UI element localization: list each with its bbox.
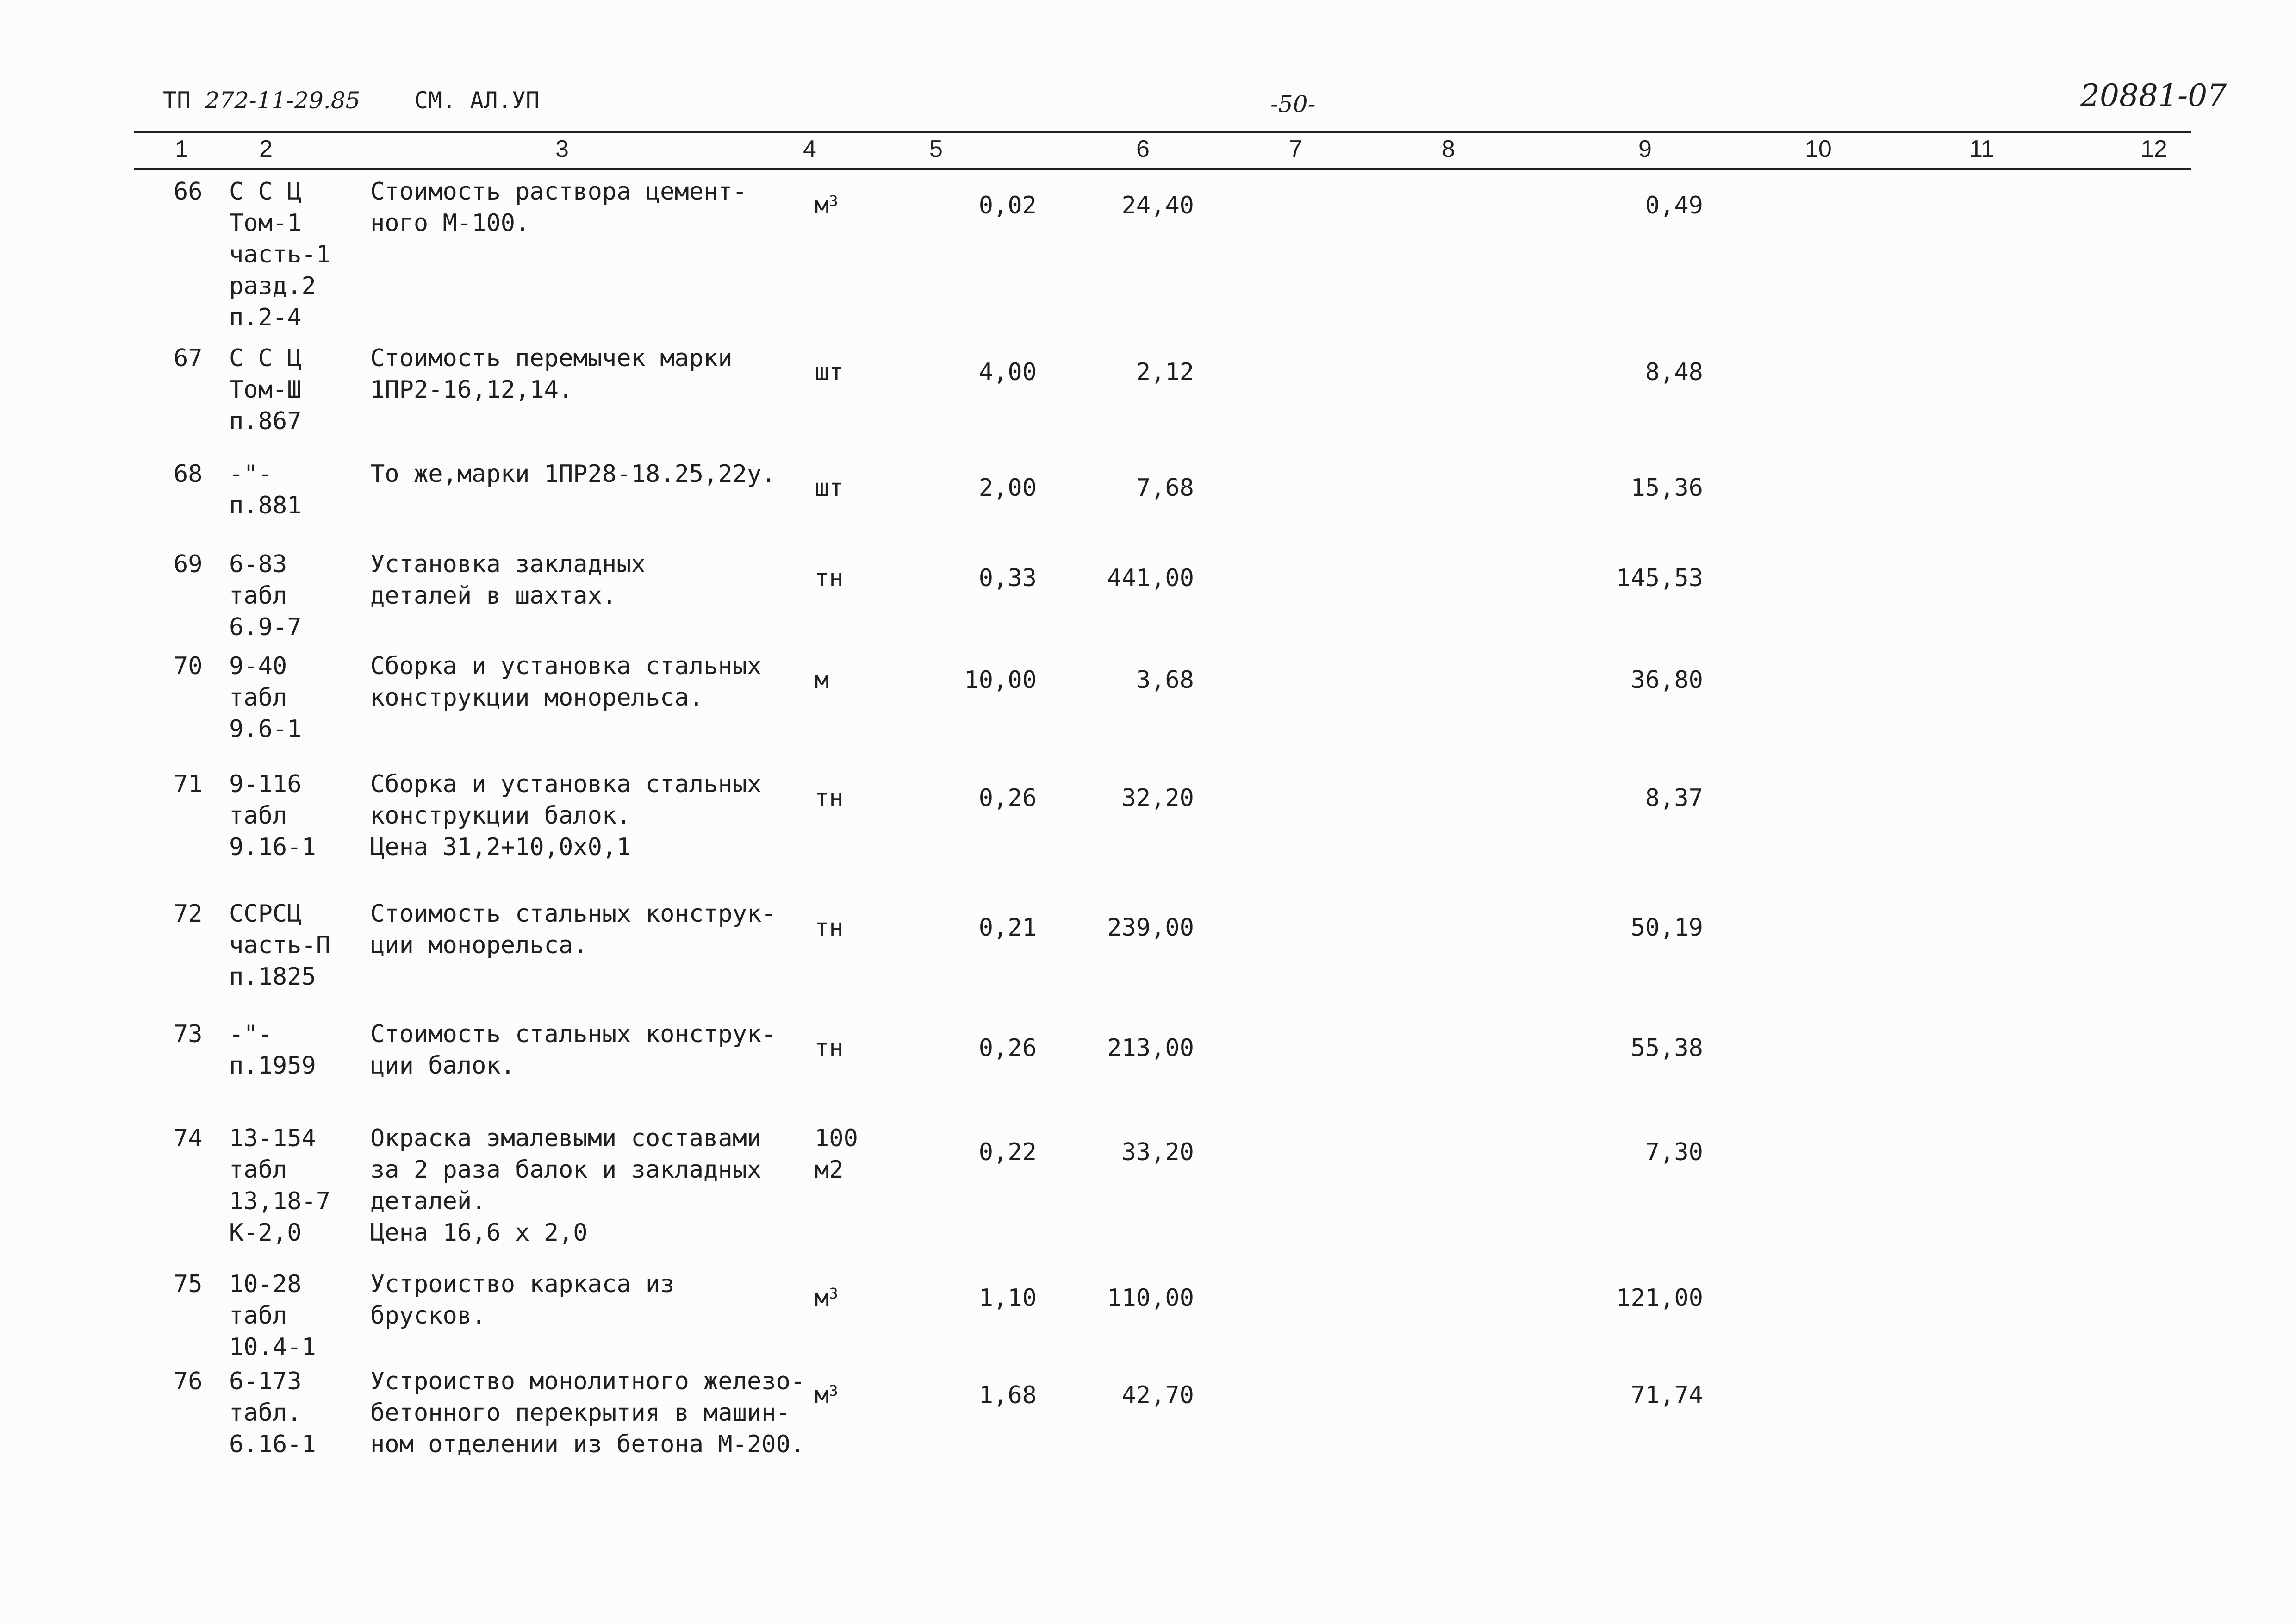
quantity-cell: 1,10 [978,1284,1037,1312]
price-cell: 42,70 [1121,1381,1194,1409]
quantity-cell: 0,33 [978,564,1037,592]
quantity-cell: 0,26 [978,784,1037,812]
reference-text: СМ. АЛ.УП [414,87,540,114]
price-cell: 239,00 [1107,914,1194,942]
price-cell: 441,00 [1107,564,1194,592]
row-number: 71 [174,770,203,798]
column-number: 4 [803,136,816,162]
column-number: 12 [2140,136,2167,162]
document-number: 20881-07 [2080,78,2227,113]
header-rule-top [134,131,2191,133]
unit-cell: тн [815,914,844,942]
description-cell: Стоимость стальных конструк- ции балок. [370,1020,776,1080]
row-number: 75 [174,1270,203,1298]
column-number: 7 [1289,136,1302,162]
column-number: 10 [1805,136,1832,162]
description-cell: Стоимость стальных конструк- ции монорельса. [370,900,776,959]
reference-cell: 6-173 табл. 6.16-1 [229,1368,316,1458]
header-rule-bottom [134,168,2191,170]
total-cell: 0,49 [1645,192,1703,219]
unit-cell: тн [815,784,844,812]
total-cell: 55,38 [1630,1034,1703,1062]
row-number: 69 [174,550,203,578]
column-number: 1 [175,136,188,162]
quantity-cell: 2,00 [978,474,1037,502]
total-cell: 8,48 [1645,358,1703,386]
unit-cell: 100 м2 [815,1124,858,1184]
quantity-cell: 4,00 [978,358,1037,386]
reference-cell: 13-154 табл 13,18-7 К-2,0 [229,1124,331,1247]
row-number: 67 [174,344,203,372]
total-cell: 7,30 [1645,1138,1703,1166]
row-number: 74 [174,1124,203,1152]
quantity-cell: 0,26 [978,1034,1037,1062]
unit-cell: $м^3$ [815,1284,838,1312]
total-cell: 121,00 [1616,1284,1703,1312]
unit-cell: $м^3$ [815,192,838,219]
total-cell: 36,80 [1630,666,1703,694]
price-cell: 7,68 [1136,474,1194,502]
row-number: 66 [174,178,203,206]
column-number: 5 [929,136,943,162]
row-number: 72 [174,900,203,928]
reference-cell: 9-40 табл 9.6-1 [229,652,302,743]
description-cell: Стоимость перемычек марки 1ПР2-16,12,14. [370,344,733,404]
unit-cell: м [815,666,829,694]
column-number: 8 [1442,136,1455,162]
price-cell: 3,68 [1136,666,1194,694]
reference-cell: -"- п.881 [229,460,302,519]
reference-cell: 6-83 табл 6.9-7 [229,550,302,641]
quantity-cell: 0,21 [978,914,1037,942]
quantity-cell: 1,68 [978,1381,1037,1409]
total-cell: 71,74 [1630,1381,1703,1409]
column-number: 3 [555,136,569,162]
unit-cell: тн [815,1034,844,1062]
unit-cell: тн [815,564,844,592]
total-cell: 15,36 [1630,474,1703,502]
price-cell: 32,20 [1121,784,1194,812]
unit-cell: шт [815,474,844,502]
price-cell: 33,20 [1121,1138,1194,1166]
price-cell: 2,12 [1136,358,1194,386]
price-cell: 24,40 [1121,192,1194,219]
description-cell: Устроиство каркаса из брусков. [370,1270,675,1330]
column-number: 2 [259,136,273,162]
column-number: 11 [1969,136,1994,162]
description-cell: Сборка и установка стальных конструкции балок. Цена 31,2+10,0х0,1 [370,770,762,861]
reference-cell: 10-28 табл 10.4-1 [229,1270,316,1361]
reference-cell: С С Ц Том-1 часть-1 разд.2 п.2-4 [229,178,331,331]
description-cell: Устроиство монолитного железо- бетонного перекрытия в машин- ном отделении из бетона М-200. [370,1368,805,1458]
total-cell: 8,37 [1645,784,1703,812]
page-number: -50- [1270,91,1316,118]
row-number: 70 [174,652,203,680]
reference-cell: ССРСЦ часть-П п.1825 [229,900,331,991]
quantity-cell: 10,00 [964,666,1037,694]
price-cell: 110,00 [1107,1284,1194,1312]
row-number: 73 [174,1020,203,1048]
row-number: 68 [174,460,203,488]
description-cell: Установка закладных деталей в шахтах. [370,550,646,610]
column-number: 9 [1638,136,1652,162]
quantity-cell: 0,22 [978,1138,1037,1166]
reference-cell: -"- п.1959 [229,1020,316,1080]
description-cell: Сборка и установка стальных конструкции монорельса. [370,652,762,712]
doc-code: ТП 272-11-29.85 [163,87,361,114]
unit-cell: шт [815,358,844,386]
unit-cell: $м^3$ [815,1381,838,1409]
reference-cell: С С Ц Том-Ш п.867 [229,344,302,435]
quantity-cell: 0,02 [978,192,1037,219]
price-cell: 213,00 [1107,1034,1194,1062]
total-cell: 145,53 [1616,564,1703,592]
description-cell: Стоимость раствора цемент- ного М-100. [370,178,747,237]
reference-cell: 9-116 табл 9.16-1 [229,770,316,861]
description-cell: То же,марки 1ПР28-18.25,22у. [370,460,776,488]
total-cell: 50,19 [1630,914,1703,942]
column-number: 6 [1136,136,1150,162]
row-number: 76 [174,1368,203,1395]
description-cell: Окраска эмалевыми составами за 2 раза балок и закладных деталей. Цена 16,6 х 2,0 [370,1124,762,1247]
